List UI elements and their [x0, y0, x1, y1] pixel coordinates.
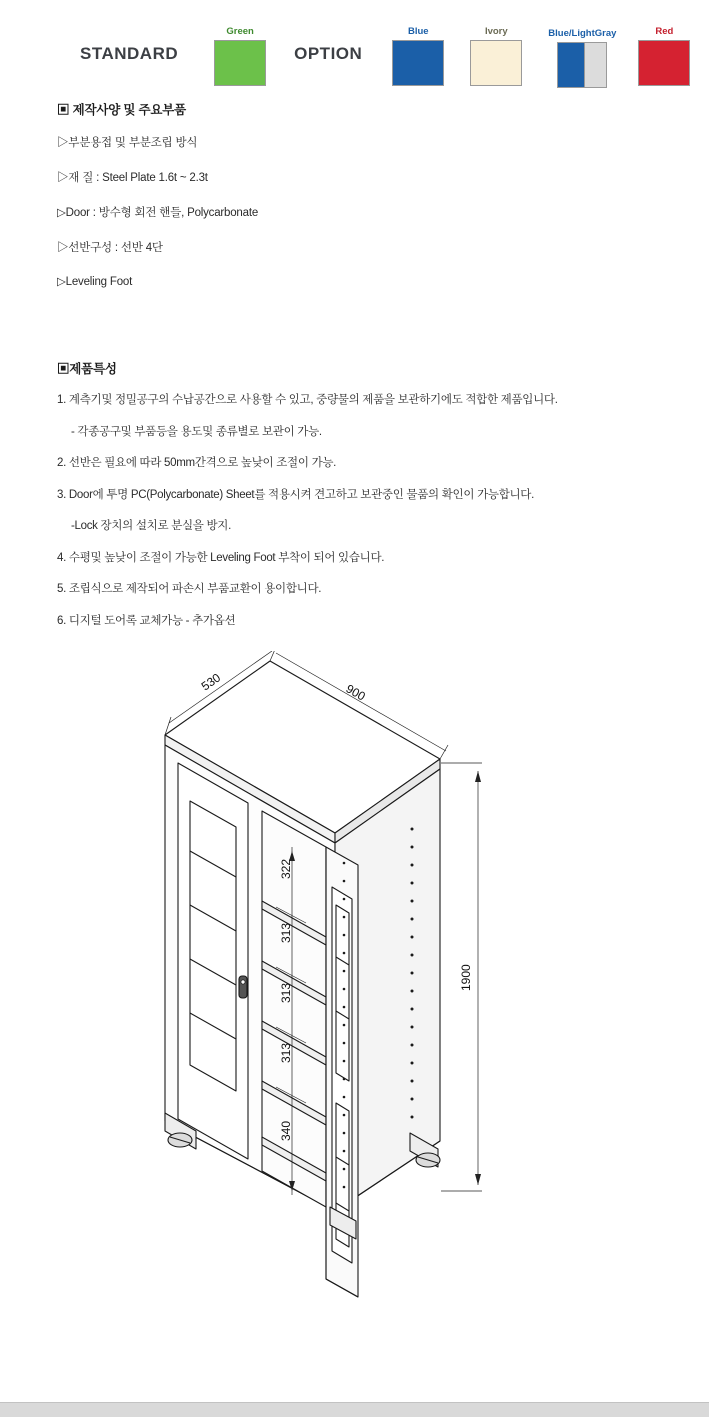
feature-line: 2. 선반은 필요에 따라 50mm간격으로 높낮이 조절이 가능.	[57, 457, 337, 470]
shelf-gap-label: 313	[279, 1043, 293, 1064]
section-spacer	[57, 307, 679, 359]
swatch-green	[214, 26, 266, 86]
swatch-green-label: Green	[226, 26, 254, 37]
swatch-green-box	[214, 40, 266, 86]
cabinet-technical-drawing	[0, 651, 709, 1331]
dim-depth-label: 530	[198, 670, 224, 694]
option-label: OPTION	[294, 44, 363, 63]
spec-line: ▷부분용접 및 부분조립 방식	[57, 137, 198, 149]
spec-line: ▷Leveling Foot	[57, 276, 133, 288]
swatch-row	[0, 0, 709, 86]
feature-line: - 각종공구및 부품등을 용도및 종류별로 보관이 가능.	[71, 425, 322, 438]
swatch-blue-lightgray-label: Blue/LightGray	[548, 28, 617, 39]
spec-line: ▷선반구성 : 선반 4단	[57, 242, 163, 254]
color-swatch-band	[0, 0, 709, 100]
shelf-gap-label: 340	[279, 1121, 293, 1142]
swatch-red	[638, 26, 690, 86]
swatch-red-label: Red	[655, 26, 674, 37]
feature-line: 6. 디지털 도어록 교체가능 - 추가옵션	[57, 614, 236, 627]
swatch-ivory-label: Ivory	[484, 26, 508, 37]
dim-width-label: 900	[343, 681, 368, 704]
feature-line: 4. 수평및 높낮이 조절이 가능한 Leveling Foot 부착이 되어 있습니다.	[57, 551, 385, 564]
spec-section-title: ▣ 제작사양 및 주요부품	[57, 103, 186, 117]
feature-line: 3. Door에 투명 PC(Polycarbonate) Sheet를 적용시켜 견고하고 보관중인 물품의 확인이 가능합니다.	[57, 488, 535, 501]
shelf-gap-label: 322	[279, 859, 293, 880]
feature-line: 1. 계측기및 정밀공구의 수납공간으로 사용할 수 있고, 중량물의 제품을 보관하기에도 적합한 제품입니다.	[57, 394, 558, 406]
standard-label: STANDARD	[80, 44, 179, 63]
swatch-red-box	[638, 40, 690, 86]
shelf-gap-label: 313	[279, 983, 293, 1004]
swatch-blue-lightgray	[548, 28, 616, 86]
page-bottom-bar	[0, 1402, 709, 1417]
spec-line: ▷Door : 방수형 회전 핸들, Polycarbonate	[57, 207, 259, 219]
swatch-ivory	[470, 26, 522, 86]
swatch-blue-label: Blue	[408, 26, 429, 37]
swatch-blue	[392, 26, 444, 86]
document-content	[0, 100, 709, 629]
swatch-blue-box	[392, 40, 444, 86]
dim-height-label: 1900	[459, 964, 473, 992]
feature-line: 5. 조립식으로 제작되어 파손시 부품교환이 용이합니다.	[57, 583, 322, 596]
feature-line: -Lock 장치의 설치로 분실을 방지.	[71, 520, 231, 533]
features-section-title: ▣제품특성	[57, 362, 117, 376]
swatch-ivory-box	[470, 40, 522, 86]
spec-line: ▷재 질 : Steel Plate 1.6t ~ 2.3t	[57, 172, 208, 184]
shelf-gap-label: 313	[279, 923, 293, 944]
swatch-blue-lightgray-box	[557, 42, 607, 86]
